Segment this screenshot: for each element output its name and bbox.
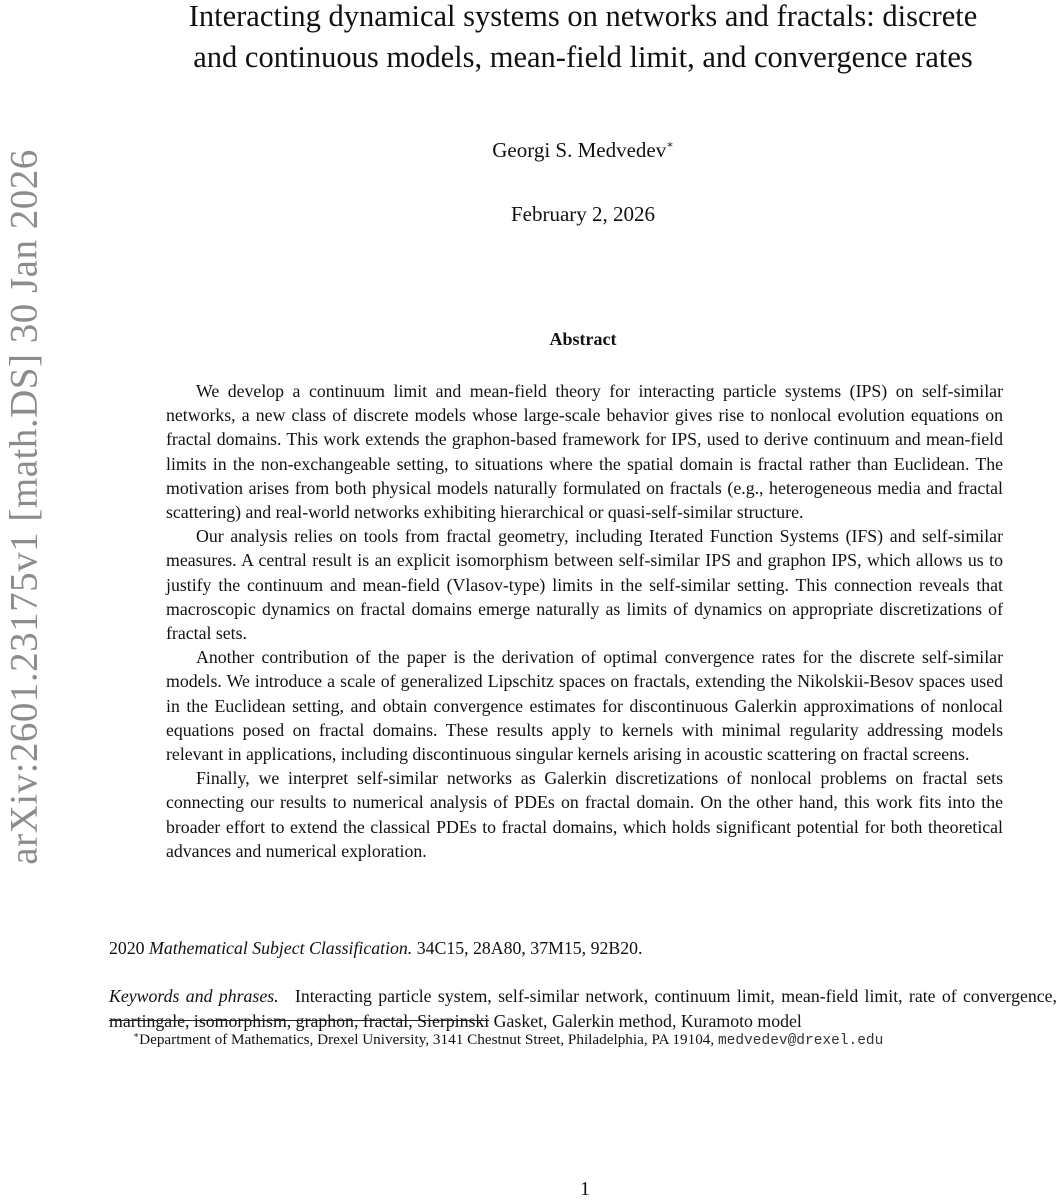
title-line-2: and continuous models, mean-field limit, and convergence rates <box>193 40 973 74</box>
msc-codes: 34C15, 28A80, 37M15, 92B20. <box>416 938 643 958</box>
author-name: Georgi S. Medvedev <box>492 138 667 162</box>
msc-classification <box>109 936 1049 960</box>
footnote-affiliation: Department of Mathematics, Drexel University, 3141 Chestnut Street, Philadelphia, PA 19104, <box>139 1031 715 1048</box>
abstract-paragraph-2: Our analysis relies on tools from fractal geometry, including Iterated Function Systems (IFS) and self-similar measures. A central result is an explicit isomorphism between self-similar IPS and graphon IPS, which allows us to justify the continuum and mean-field (Vlasov-type) limits in the self-similar setting. This connection reveals that macroscopic dynamics on fractal domains emerge naturally as limits of dynamics on appropriate discretizations of fractal sets. <box>166 526 1003 644</box>
paper-date: February 2, 2026 <box>510 202 656 226</box>
arxiv-identifier-stamp <box>0 0 48 900</box>
abstract-paragraph-4: Finally, we interpret self-similar networks as Galerkin discretizations of nonlocal problems on fractal sets connecting our results to numerical analysis of PDEs on fractal domain. On the other hand, this work fits into the broader effort to extend the classical PDEs to fractal domains, which holds significant potential for both theoretical advances and numerical exploration. <box>166 768 1003 861</box>
author-footnote <box>109 1025 1049 1051</box>
keywords-label: Keywords and phrases. <box>109 986 279 1006</box>
title-line-1: Interacting dynamical systems on networks and fractals: discrete <box>188 0 978 33</box>
arxiv-id-text: arXiv:2601.23175v1 [math.DS] 30 Jan 2026 <box>2 149 46 865</box>
author-line <box>100 132 1059 163</box>
footnote-divider <box>109 1020 489 1021</box>
abstract-paragraph-1: We develop a continuum limit and mean-field theory for interacting particle systems (IPS) on self-similar networks, a new class of discrete models whose large-scale behavior gives rise to nonlocal evolution equations on fractal domains. This work extends the graphon-based framework for IPS, used to derive continuum and mean-field limits in the non-exchangeable setting, to situations where the spatial domain is fractal rather than Euclidean. The motivation arises from both physical models naturally formulated on fractals (e.g., heterogeneous media and fractal scattering) and real-world networks exhibiting hierarchical or quasi-self-similar structure. <box>166 381 1003 523</box>
abstract-body <box>166 379 1003 863</box>
msc-year: 2020 <box>109 938 145 958</box>
author-email-link[interactable]: medvedev@drexel.edu <box>717 1033 884 1049</box>
paper-title <box>100 0 1059 78</box>
msc-label: Mathematical Subject Classification. <box>149 938 413 958</box>
keywords-text: Interacting particle system, self-similar network, continuum limit, mean-field limit, rate of convergence, martingale, isomorphism, graphon, fractal, Sierpinski Gasket, Galerkin method, Kuramoto model <box>109 986 1058 1031</box>
footnote-marker: ∗ <box>133 1030 140 1040</box>
abstract-heading: Abstract <box>549 329 617 349</box>
abstract-paragraph-3: Another contribution of the paper is the derivation of optimal convergence rates for the discrete self-similar models. We introduce a scale of generalized Lipschitz spaces on fractals, extending the Nikolskii-Besov spaces used in the Euclidean setting, and obtain convergence estimates for discontinuous Galerkin approximations of nonlocal equations posed on fractal domains. These results apply to kernels with minimal regularity addressing models relevant in applications, including discontinuous singular kernels arising in acoustic scattering on fractal screens. <box>166 647 1003 765</box>
page-number: 1 <box>580 1178 590 1200</box>
author-footnote-marker: ∗ <box>666 139 674 151</box>
